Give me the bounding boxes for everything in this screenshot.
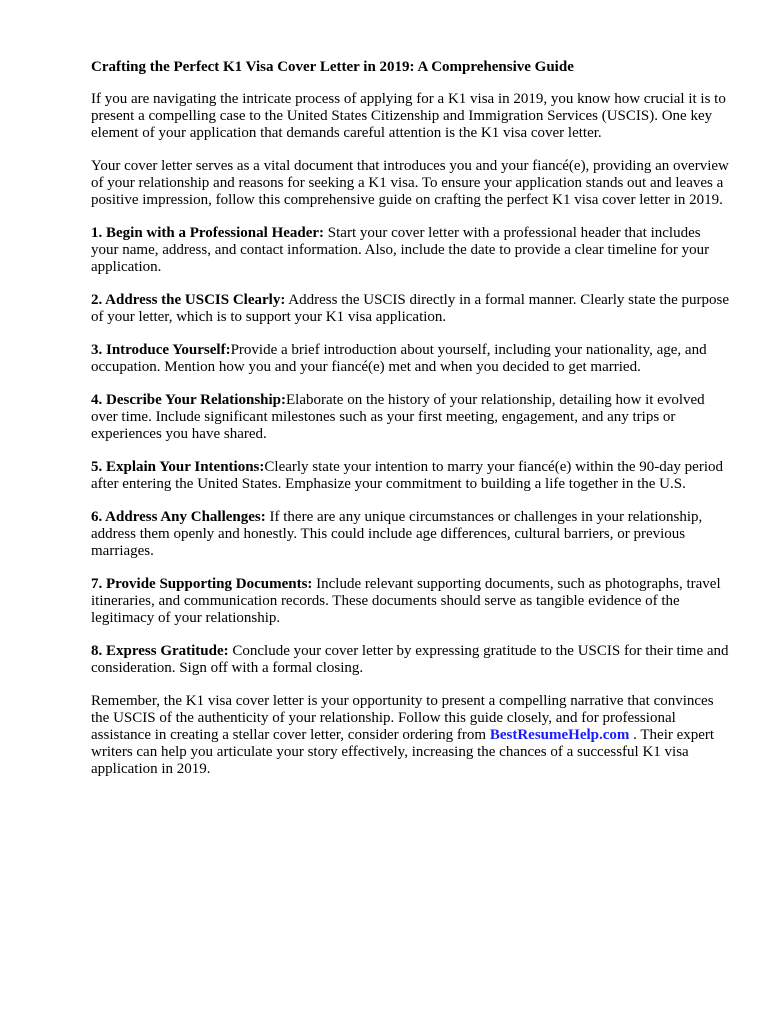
- step-4-text: Elaborate on the history of your relationship, detailing how it evolved over time. Include significant milestones such as your first meeting, engagement, and any trips or experiences you have shared.: [91, 392, 705, 442]
- step-5-heading: 5. Explain Your Intentions:: [91, 459, 265, 475]
- step-8-text: Conclude your cover letter by expressing gratitude to the USCIS for their time and consideration. Sign off with a formal closing.: [91, 643, 729, 676]
- step-6-heading: 6. Address Any Challenges:: [91, 509, 266, 525]
- step-6-text: If there are any unique circumstances or challenges in your relationship, address them openly and honestly. This could include age differences, cultural barriers, or previous marriages.: [91, 509, 703, 559]
- step-1: [91, 225, 729, 276]
- step-3-heading: 3. Introduce Yourself:: [91, 342, 231, 358]
- step-1-text: Start your cover letter with a professional header that includes your name, address, and contact information. Also, include the date to provide a clear timeline for your application.: [91, 225, 710, 275]
- closing-text-before-link: Remember, the K1 visa cover letter is your opportunity to present a compelling narrative that convinces the USCIS of the authenticity of your relationship. Follow this guide closely, and for professional assistance in creating a stellar cover letter, consider ordering from: [91, 693, 714, 743]
- document-title: Crafting the Perfect K1 Visa Cover Letter in 2019: A Comprehensive Guide: [91, 59, 574, 75]
- document-page: [91, 58, 729, 794]
- step-7-text: Include relevant supporting documents, such as photographs, travel itineraries, and communication records. These documents should serve as tangible evidence of the legitimacy of your relationship.: [91, 576, 721, 626]
- step-6: [91, 509, 729, 560]
- bestresumehelp-link[interactable]: BestResumeHelp.com: [489, 727, 630, 743]
- step-2-text: Address the USCIS directly in a formal manner. Clearly state the purpose of your letter, which is to support your K1 visa application.: [91, 292, 729, 325]
- step-4: [91, 392, 729, 443]
- step-5-text: Clearly state your intention to marry your fiancé(e) within the 90-day period after entering the United States. Emphasize your commitment to building a life together in the U.S.: [91, 459, 723, 492]
- step-8: [91, 643, 729, 677]
- step-1-heading: 1. Begin with a Professional Header:: [91, 225, 325, 241]
- step-3-text: Provide a brief introduction about yourself, including your nationality, age, and occupation. Mention how you and your fiancé(e) met and when you decided to get married.: [91, 342, 707, 375]
- step-3: [91, 342, 729, 376]
- step-7-heading: 7. Provide Supporting Documents:: [91, 576, 313, 592]
- intro-paragraph-2: Your cover letter serves as a vital document that introduces you and your fiancé(e), providing an overview of your relationship and reasons for seeking a K1 visa. To ensure your application stands out and leaves a positive impression, follow this comprehensive guide on crafting the perfect K1 visa cover letter in 2019.: [91, 158, 729, 208]
- step-8-heading: 8. Express Gratitude:: [91, 643, 229, 659]
- intro-paragraph-1: If you are navigating the intricate process of applying for a K1 visa in 2019, you know how crucial it is to present a compelling case to the United States Citizenship and Immigration Services (USCIS). One key element of your application that demands careful attention is the K1 visa cover letter.: [91, 91, 726, 141]
- step-7: [91, 576, 729, 627]
- step-4-heading: 4. Describe Your Relationship:: [91, 392, 286, 408]
- closing-text-after-link: . Their expert writers can help you articulate your story effectively, increasing the chances of a successful K1 visa application in 2019.: [91, 727, 715, 777]
- closing-paragraph: [91, 693, 729, 778]
- step-2-heading: 2. Address the USCIS Clearly:: [91, 292, 286, 308]
- step-2: [91, 292, 729, 326]
- step-5: [91, 459, 729, 493]
